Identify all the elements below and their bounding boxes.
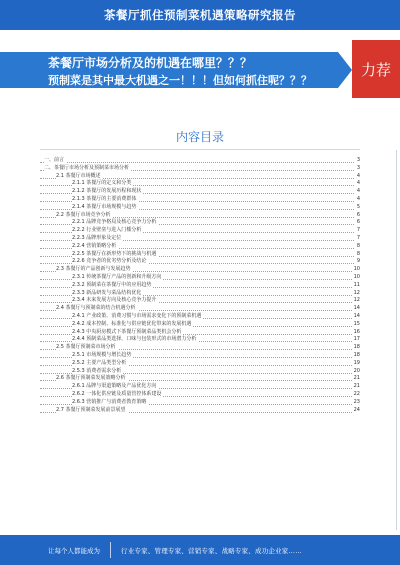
toc-entry-page: 14	[353, 312, 360, 319]
recommend-badge: 力荐	[352, 40, 400, 98]
toc-entry-text: 2.2.4 营销策略分析	[72, 242, 117, 249]
toc-entry[interactable]	[40, 196, 360, 204]
toc-leader-dots	[40, 162, 360, 163]
toc-entry-text: 2.1.4 茶餐厅市场规模与趋势	[72, 203, 137, 210]
toc-entry-text: 2.3 茶餐厅的产品创新与发展趋势	[56, 266, 131, 273]
toc-entry-page: 11	[353, 281, 360, 288]
toc-entry-text: 2.6.2 一体化供应链及质量管控体系建设	[72, 390, 162, 397]
toc-entry-text: 2.2.5 茶餐厅在新形势下的挑战与机遇	[72, 250, 157, 257]
toc-entry[interactable]	[40, 321, 360, 329]
toc-entry[interactable]	[40, 344, 360, 352]
toc-entry[interactable]	[40, 235, 360, 243]
toc-entry-text: 2.5.3 消费者需求分析	[72, 367, 122, 374]
toc-entry-page: 12	[353, 297, 360, 304]
toc-entry-text: 2.3.3 新品研发与菜品结构优化	[72, 289, 142, 296]
toc-entry-text: 2.3.2 预制菜在茶餐厅中的应用趋势	[72, 281, 152, 288]
toc-entry-text: 2.2.6 竞争者的优劣势分析及结论	[72, 258, 147, 265]
toc-entry-page: 16	[353, 328, 360, 335]
toc-entry[interactable]	[40, 352, 360, 360]
toc-entry-text: 2.4.2 成本控制、标准化与供应链优化带来的发展机遇	[72, 320, 192, 327]
toc-entry-text: 2.4.3 中央厨房模式下茶餐厅预制菜品类机会分析	[72, 328, 182, 335]
toc-entry-text: 2.4.4 预制菜品类选择、口味与包装形式的市场潜力分析	[72, 336, 197, 343]
toc-entry-page: 18	[353, 344, 360, 351]
footer-banner	[0, 535, 400, 565]
footer-roles: 行业专家、管理专家、营销专家、战略专家、成功企业家……	[121, 546, 302, 555]
toc-entry-page: 15	[353, 320, 360, 327]
toc-entry[interactable]	[40, 204, 360, 212]
hero-headline: 茶餐厅市场分析及的机遇在哪里？？？	[48, 56, 253, 70]
toc-entry[interactable]	[40, 375, 360, 383]
toc-entry-text: 2.3.4 未来发展方向及核心竞争力提升	[72, 297, 157, 304]
toc-entry-text: 2.5.2 主要产品类型分析	[72, 359, 127, 366]
toc-entry[interactable]	[40, 165, 360, 173]
toc-entry-page: 8	[356, 242, 360, 249]
toc-entry-page: 6	[356, 219, 360, 226]
toc-entry[interactable]	[40, 227, 360, 235]
toc-entry-page: 4	[356, 188, 360, 195]
banner-title: 茶餐厅抓住预制菜机遇策略研究报告	[104, 8, 296, 22]
toc-entry-page: 21	[353, 383, 360, 390]
toc-entry-text: 2.2.3 品牌形象及定位	[72, 234, 122, 241]
toc-entry-text: 二、茶餐厅市场分析及预制菜市场分析	[44, 164, 130, 171]
toc-entry-page: 6	[356, 211, 360, 218]
toc-entry-text: 2.6.1 品牌与渠道策略及产品优化方向	[72, 383, 157, 390]
hero-section	[0, 40, 400, 100]
toc-entry[interactable]	[40, 399, 360, 407]
toc-entry-text: 一、前言	[44, 157, 65, 163]
toc-entry-page: 5	[356, 203, 360, 210]
toc-entry-text: 2.2.1 品牌竞争格局及核心竞争力分析	[72, 219, 157, 226]
toc-entry-text: 2.5.1 市场规模与增长趋势	[72, 351, 132, 358]
toc-entry-page: 12	[353, 289, 360, 296]
toc-entry-page: 8	[356, 250, 360, 257]
toc-entry[interactable]	[40, 258, 360, 266]
toc-entry-page: 20	[353, 367, 360, 374]
toc-entry-text: 2.2.2 行业壁垒与进入门槛分析	[72, 227, 142, 234]
footer-slogan: 让每个人都能成为	[48, 546, 100, 555]
table-of-contents	[40, 157, 360, 414]
toc-entry-page: 10	[353, 266, 360, 273]
toc-entry-text: 2.4 茶餐厅与预制菜的结合机遇分析	[56, 305, 136, 312]
toc-entry[interactable]	[40, 243, 360, 251]
toc-entry-text: 2.3.1 传统茶餐厅产品的创新和升级方向	[72, 273, 162, 280]
toc-entry-page: 4	[356, 172, 360, 179]
toc-entry-page: 18	[353, 351, 360, 358]
toc-entry-page: 23	[353, 398, 360, 405]
footer-separator	[110, 542, 111, 558]
toc-entry[interactable]	[40, 391, 360, 399]
toc-entry-text: 2.7 茶餐厅预制菜发展前景展望	[56, 406, 126, 413]
toc-entry-page: 22	[353, 390, 360, 397]
toc-entry-text: 2.6 茶餐厅预制菜发展策略分析	[56, 375, 126, 382]
toc-entry[interactable]	[40, 383, 360, 391]
toc-entry-text: 2.2 茶餐厅市场竞争分析	[56, 211, 111, 218]
toc-entry-page: 3	[356, 157, 360, 163]
toc-entry-text: 2.1.3 茶餐厅的主要消费群体	[72, 195, 137, 202]
top-banner	[0, 0, 400, 30]
hero-subheadline: 预制菜是其中最大机遇之一！！！但如何抓住呢？？？	[48, 74, 312, 87]
toc-entry[interactable]	[40, 305, 360, 313]
toc-entry[interactable]	[40, 360, 360, 368]
toc-entry[interactable]	[40, 407, 360, 415]
toc-entry-page: 7	[356, 234, 360, 241]
toc-entry[interactable]	[40, 266, 360, 274]
toc-entry-page: 7	[356, 227, 360, 234]
toc-entry-page: 24	[353, 406, 360, 413]
toc-entry-page: 10	[353, 273, 360, 280]
toc-entry[interactable]	[40, 336, 360, 344]
toc-entry-page: 21	[353, 375, 360, 382]
toc-entry[interactable]	[40, 274, 360, 282]
toc-entry[interactable]	[40, 188, 360, 196]
toc-entry-page: 19	[353, 359, 360, 366]
toc-entry[interactable]	[40, 282, 360, 290]
toc-entry-text: 2.6.3 营销推广与消费者教育策略	[72, 398, 147, 405]
toc-entry[interactable]	[40, 157, 360, 165]
toc-entry-page: 3	[356, 164, 360, 171]
toc-entry-text: 2.1.2 茶餐厅的发展历程和现状	[72, 188, 142, 195]
toc-title: 内容目录	[175, 130, 224, 144]
toc-entry-text: 2.5 茶餐厅预制菜市场分析	[56, 344, 116, 351]
toc-entry-page: 17	[353, 336, 360, 343]
toc-entry[interactable]	[40, 219, 360, 227]
page-edge-line	[396, 150, 397, 530]
toc-entry-page: 9	[356, 258, 360, 265]
toc-entry-page: 4	[356, 195, 360, 202]
toc-entry-text: 2.1.1 茶餐厅的定义和分类	[72, 180, 132, 187]
toc-entry-text: 2.4.1 产业政策、消费习惯与市场需求变化下的预制菜机遇	[72, 312, 202, 319]
toc-entry[interactable]	[40, 297, 360, 305]
toc-entry-page: 14	[353, 305, 360, 312]
toc-entry[interactable]	[40, 313, 360, 321]
toc-entry-page: 4	[356, 180, 360, 187]
toc-divider	[40, 149, 360, 150]
toc-entry-text: 2.1 茶餐厅市场概述	[56, 172, 101, 179]
